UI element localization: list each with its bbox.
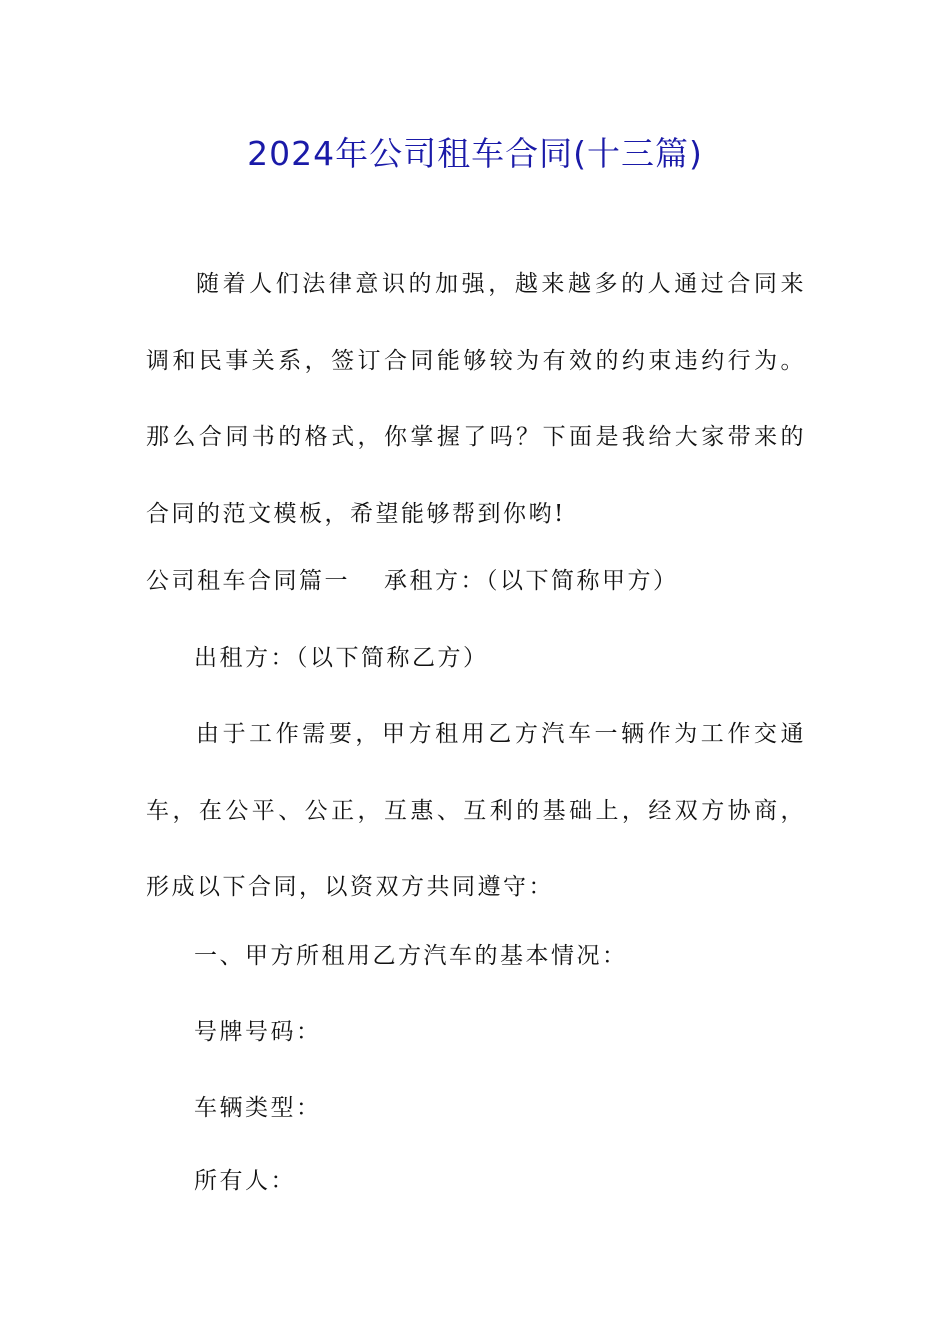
field-owner: 所有人： (194, 1168, 296, 1194)
intro-paragraph: 随着人们法律意识的加强，越来越多的人通过合同来调和民事关系，签订合同能够较为有效的约束违约行为。那么合同书的格式，你掌握了吗？下面是我给大家带来的合同的范文模板，希望能够帮到你哟! (146, 271, 806, 527)
field-plate-number: 号牌号码： (194, 1019, 322, 1045)
document-title: 2024年公司租车合同(十三篇) (247, 134, 703, 173)
preamble-paragraph: 由于工作需要，甲方租用乙方汽车一辆作为工作交通车，在公平、公正，互惠、互利的基础上，经双方协商，形成以下合同，以资双方共同遵守： (146, 721, 806, 900)
clause-1-heading: 一、甲方所租用乙方汽车的基本情况： (194, 943, 628, 969)
lessee-line: 承租方：（以下简称甲方） (384, 568, 679, 594)
section-heading: 公司租车合同篇一 (146, 568, 350, 594)
field-vehicle-type: 车辆类型： (194, 1095, 322, 1121)
lessor-line: 出租方：（以下简称乙方） (194, 645, 489, 671)
